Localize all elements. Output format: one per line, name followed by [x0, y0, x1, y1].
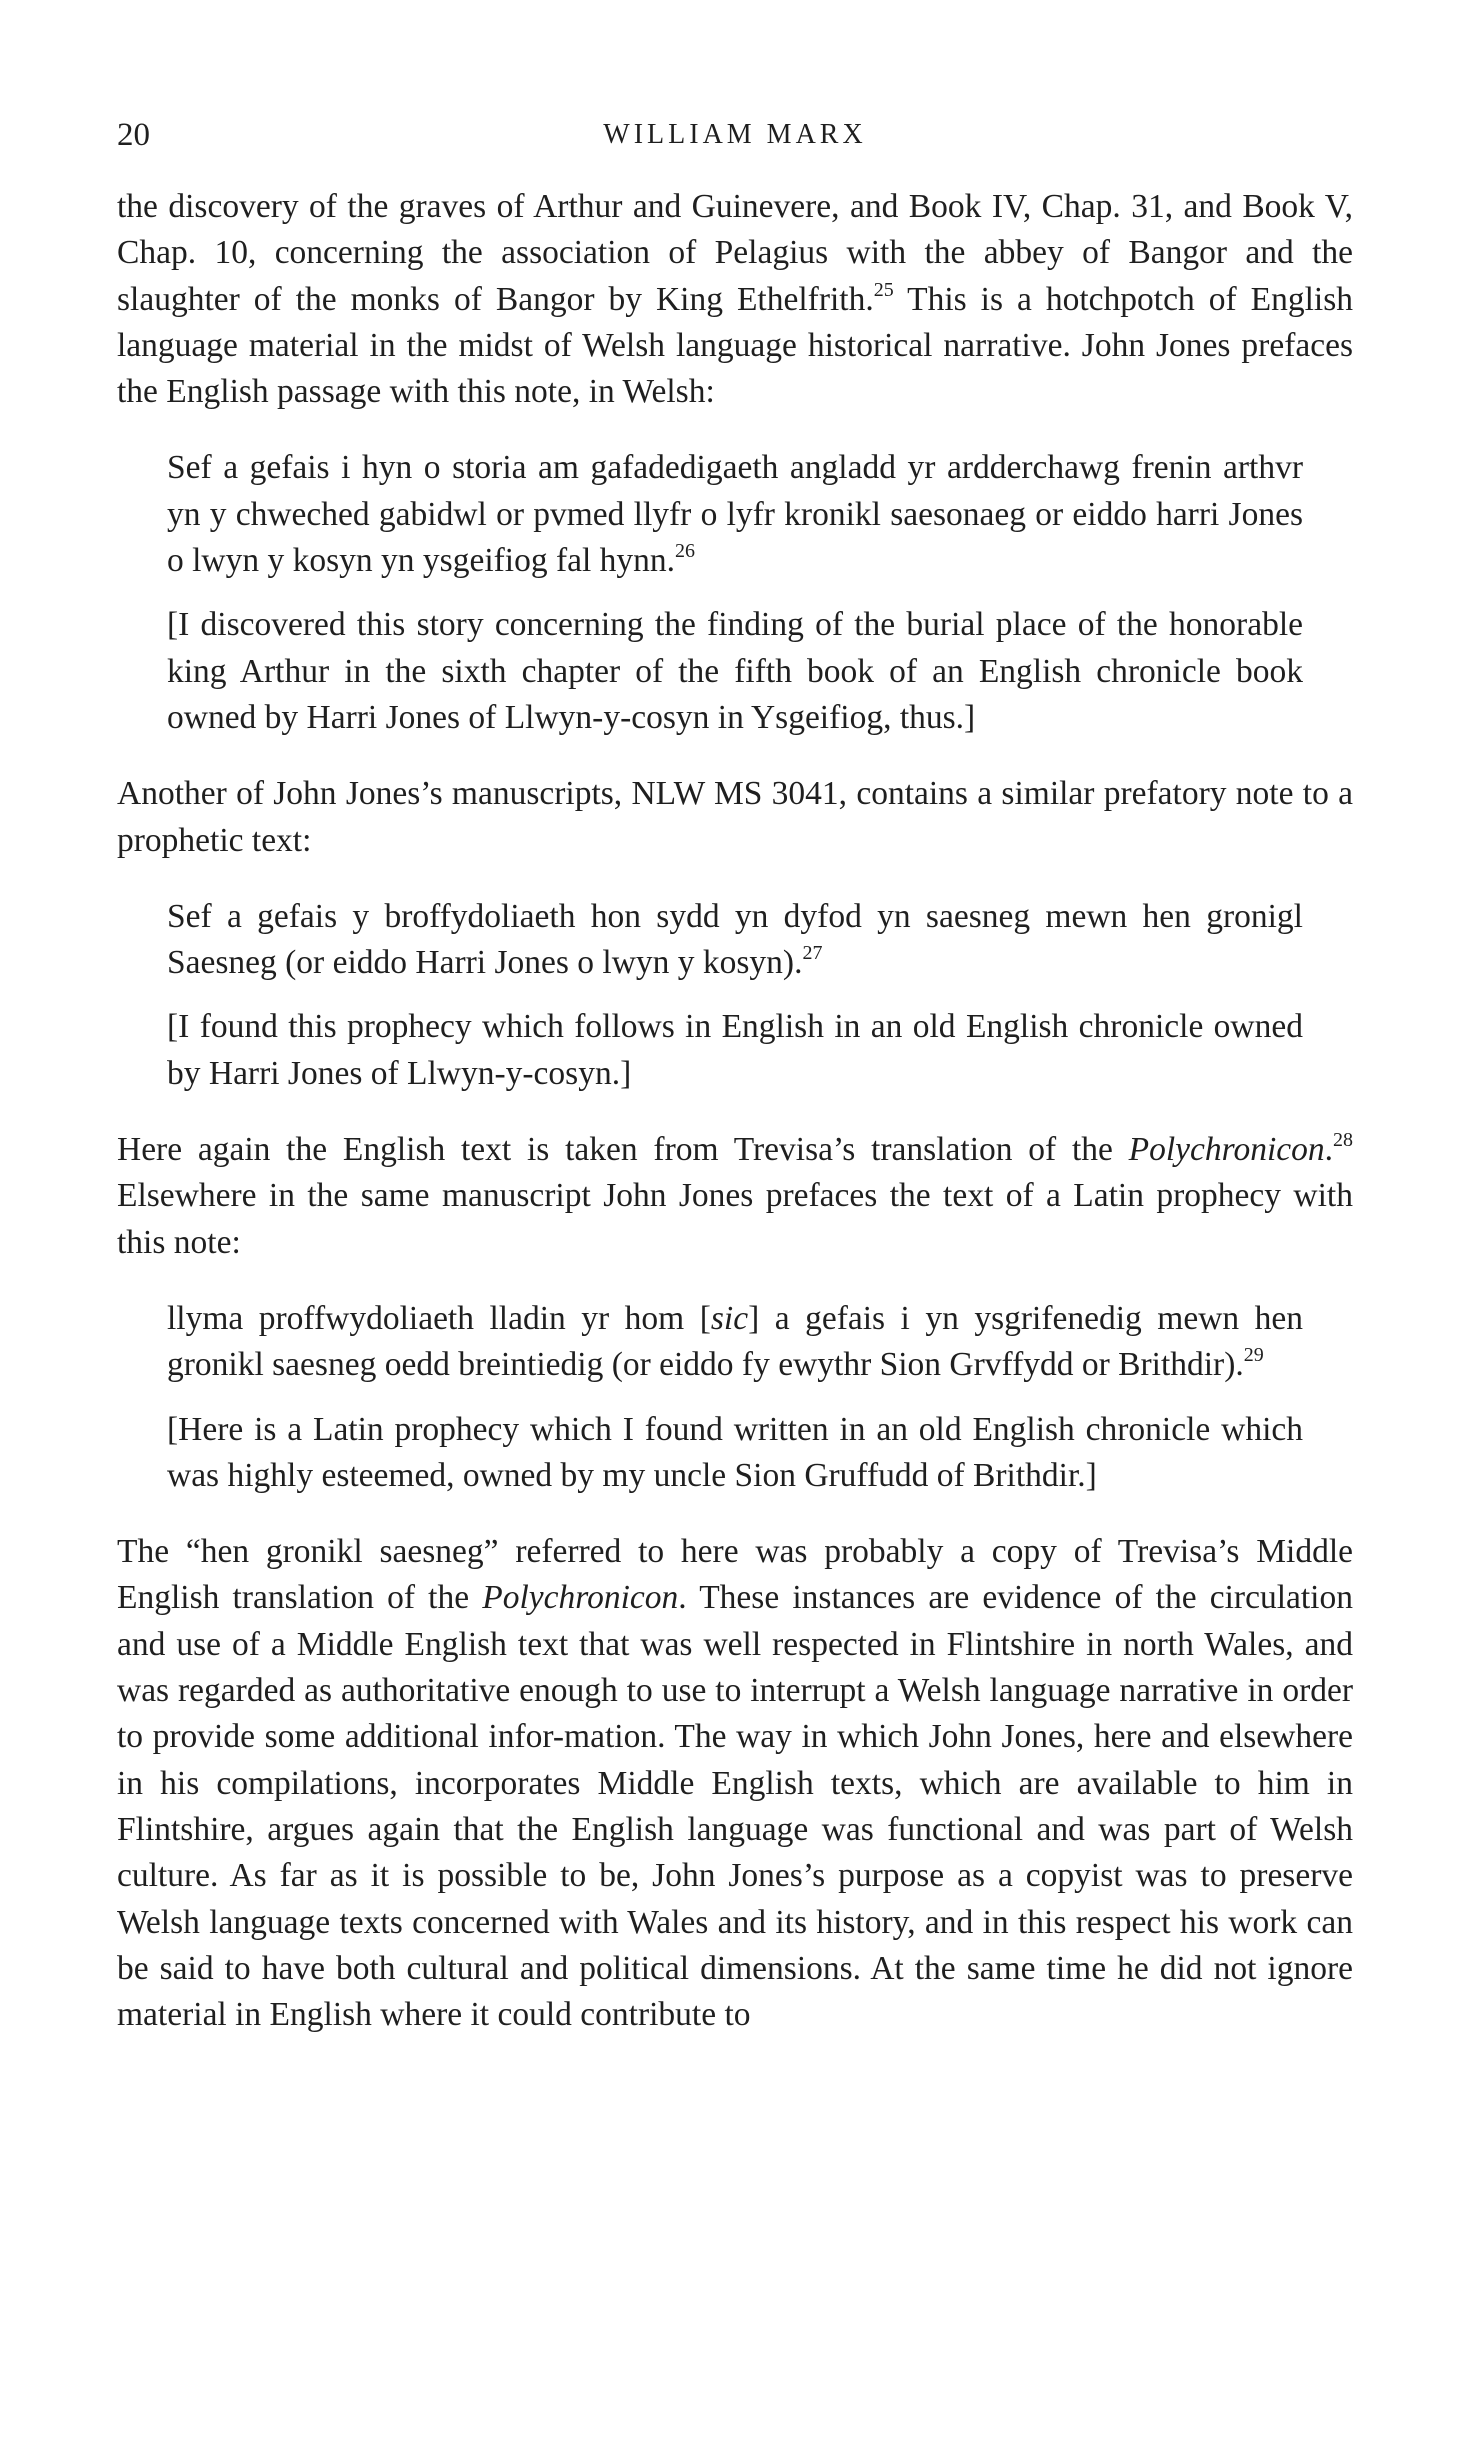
welsh-quote-text: Sef a gefais y broffydoliaeth hon sydd yn dyfod yn saesneg mewn hen gronigl Saesneg (or eiddo Harri Jones o lwyn y kosyn).	[167, 897, 1303, 982]
footnote-ref-27[interactable]: 27	[802, 942, 823, 965]
paragraph-text: The “hen gronikl saesneg” referred to here was probably a copy of Trevisa’s Middle English translation of the	[117, 1533, 1353, 1617]
welsh-quote	[167, 894, 1303, 987]
english-translation: [I found this prophecy which follows in English in an old English chronicle owned by Harri Jones of Llwyn-y-cosyn.]	[167, 1008, 1303, 1092]
english-translation: [I discovered this story concerning the finding of the burial place of the honorable king Arthur in the sixth chapter of the fifth book of an English chronicle book owned by Harri Jones of Llwyn-y-cosyn in Ysgeifiog, thus.]	[167, 606, 1303, 736]
footnote-ref-26[interactable]: 26	[675, 540, 696, 563]
body-paragraph-2: Another of John Jones’s manuscripts, NLW MS 3041, contains a similar prefatory note to a prophetic text:	[117, 775, 1353, 859]
welsh-quote-text: llyma proffwydoliaeth lladin yr hom [	[167, 1299, 711, 1337]
page-header	[117, 110, 1353, 160]
footnote-ref-28[interactable]: 28	[1333, 1129, 1353, 1152]
italic-title: Polychronicon	[1128, 1131, 1325, 1169]
paragraph-text: This is a hotchpotch of English language material in the midst of Welsh language historical narrative. John Jones prefaces the English passage with this note, in Welsh:	[117, 280, 1353, 411]
welsh-quote	[167, 1296, 1303, 1389]
paragraph-text: Elsewhere in the same manuscript John Jones prefaces the text of a Latin prophecy with this note:	[117, 1177, 1353, 1261]
body-paragraph-3	[117, 1127, 1353, 1266]
block-quote-2	[167, 894, 1303, 1097]
paragraph-text: .	[1324, 1131, 1333, 1169]
english-translation: [Here is a Latin prophecy which I found written in an old English chronicle which was highly esteemed, owned by my uncle Sion Gruffudd of Brithdir.]	[167, 1410, 1303, 1494]
block-quote-1	[167, 445, 1303, 741]
block-quote-3	[167, 1296, 1303, 1499]
page-number: 20	[117, 117, 150, 153]
paragraph-text: the discovery of the graves of Arthur and Guinevere, and Book IV, Chap. 31, and Book V, Chap. 10, concerning the association of Pelagius with the abbey of Bangor and the slaughter of the monks of Bangor by King Ethelfrith.	[117, 188, 1353, 318]
body-paragraph-1	[117, 184, 1353, 415]
welsh-quote	[167, 445, 1303, 584]
footnote-ref-25[interactable]: 25	[873, 278, 894, 301]
body-paragraph-4	[117, 1529, 1353, 2038]
page	[117, 110, 1353, 2038]
paragraph-text: . These instances are evidence of the circulation and use of a Middle English text that was well respected in Flintshire in north Wales, and was regarded as authoritative enough to use to interrupt a Welsh language narrative in order to provide some additional infor-mation. The way in which John Jones, here and elsewhere in his compilations, incorporates Middle English texts, which are available to him in Flintshire, argues again that the English language was functional and was part of Welsh culture. As far as it is possible to be, John Jones’s purpose as a copyist was to preserve Welsh language texts concerned with Wales and its history, and in this respect his work can be said to have both cultural and political dimensions. At the same time he did not ignore material in English where it could contribute to	[117, 1579, 1353, 2034]
italic-title: Polychronicon	[482, 1579, 679, 1617]
welsh-quote-text: Sef a gefais i hyn o storia am gafadedigaeth angladd yr ardderchawg frenin arthvr yn y chweched gabidwl or pvmed llyfr o lyfr kronikl saesonaeg or eiddo harri Jones o lwyn y kosyn yn ysgeifiog fal hynn.	[167, 449, 1303, 580]
paragraph-text: Here again the English text is taken from Trevisa’s translation of the	[117, 1131, 1129, 1169]
sic-italic: sic	[710, 1299, 749, 1337]
running-head: WILLIAM MARX	[603, 119, 867, 150]
welsh-quote-text: ] a gefais i yn ysgrifenedig mewn hen gronikl saesneg oedd breintiedig (or eiddo fy ewythr Sion Grvffydd or Brithdir).	[167, 1299, 1303, 1384]
footnote-ref-29[interactable]: 29	[1243, 1344, 1264, 1367]
